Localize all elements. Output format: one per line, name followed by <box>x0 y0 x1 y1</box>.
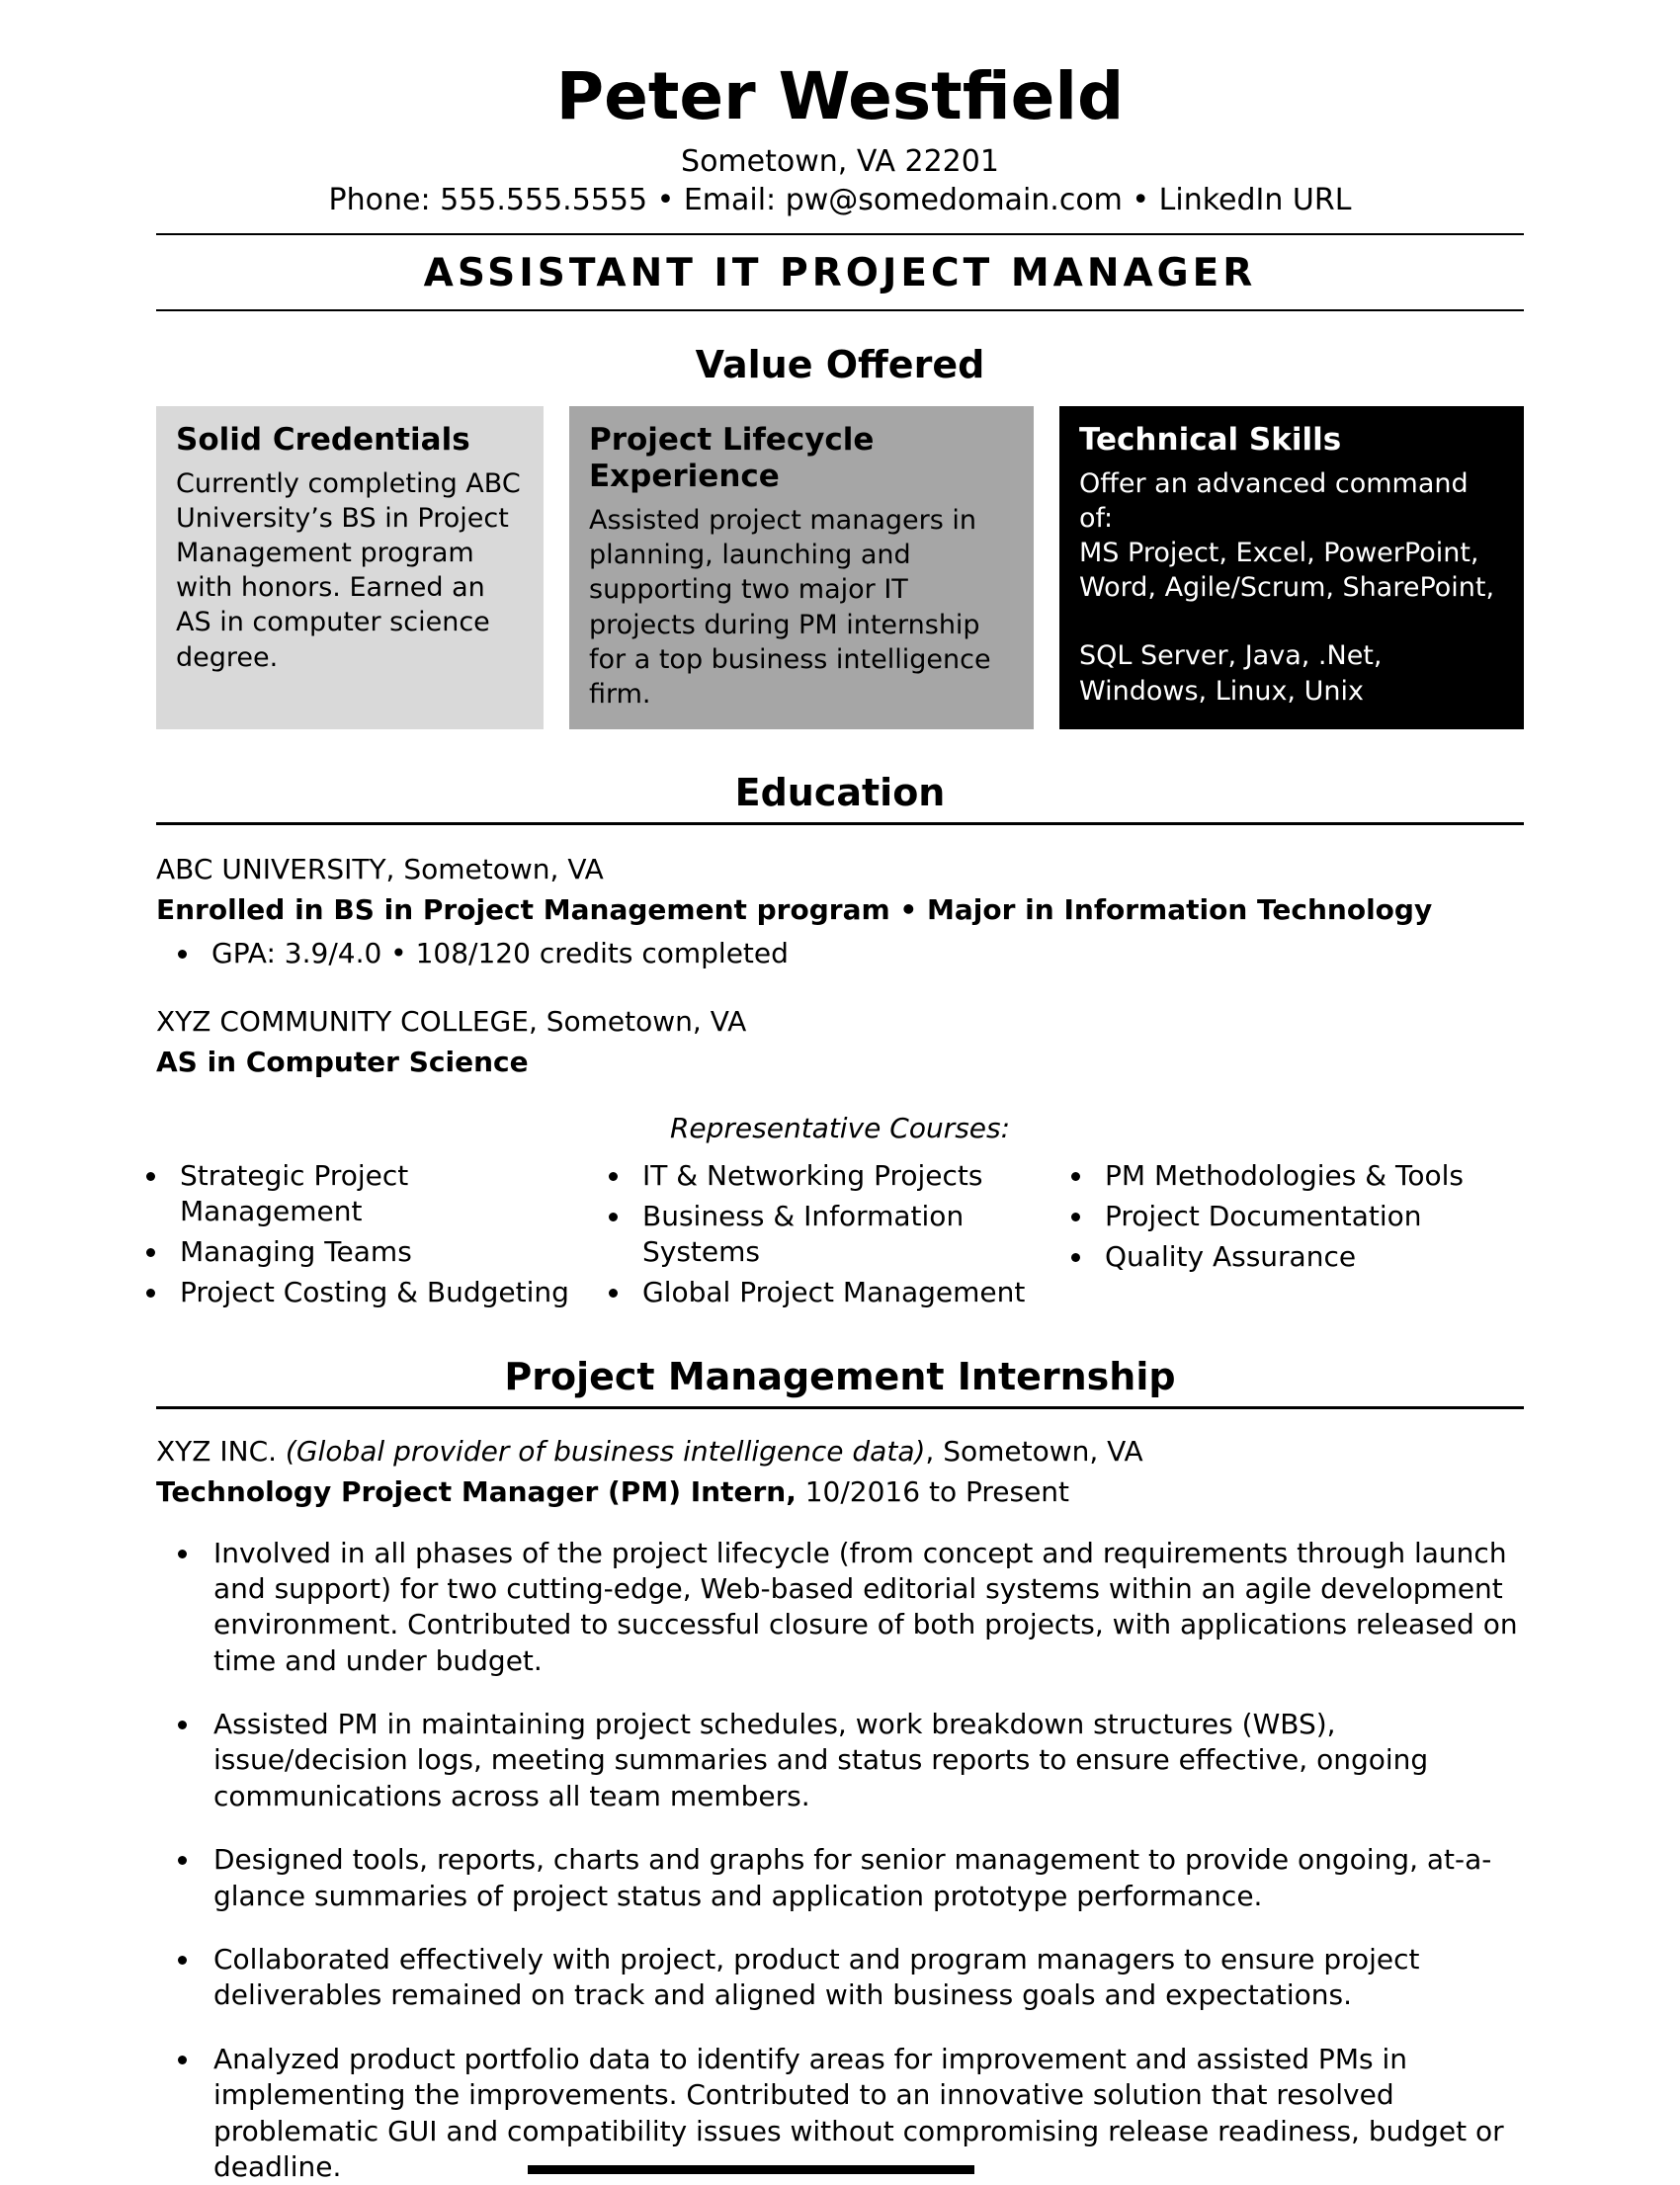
role-dates: 10/2016 to Present <box>796 1474 1070 1508</box>
course-item: • PM Methodologies & Tools <box>1095 1158 1524 1194</box>
university-details <box>156 936 1524 971</box>
course-item: • Global Project Management <box>632 1275 1061 1310</box>
college-degree: AS in Computer Science <box>156 1046 529 1079</box>
university-name: ABC UNIVERSITY, Sometown, VA <box>156 852 604 885</box>
credentials-box <box>156 406 544 729</box>
role-line <box>156 1475 1524 1508</box>
technical-skills-intro: Offer an advanced command of: <box>1079 468 1469 535</box>
course-column-2 <box>599 1158 1061 1314</box>
value-offered-heading: Value Offered <box>695 342 985 386</box>
course-item: • Strategic Project Management <box>170 1158 599 1229</box>
credentials-box-body: Currently completing ABC University’s BS in Project Management program with honors. Earned an AS in computer science degree. <box>176 468 521 673</box>
education-heading: Education <box>156 771 1524 825</box>
resume-title: ASSISTANT IT PROJECT MANAGER <box>423 250 1257 295</box>
internship-bullet: • Analyzed product portfolio data to identify areas for improvement and assisted PMs in implementing the improvements. Contributed to an innovative solution that resolved problematic GUI and compatibility issues without compromising release readiness, budget or deadline. <box>202 2042 1524 2185</box>
contact-line: Phone: 555.555.5555 • Email: pw@somedomain.com • LinkedIn URL <box>328 182 1352 217</box>
internship-bullet: • Assisted PM in maintaining project schedules, work breakdown structures (WBS), issue/decision logs, meeting summaries and status reports to ensure effective, ongoing communications across all team members. <box>202 1707 1524 1814</box>
courses-columns <box>156 1158 1524 1314</box>
university-degree: Enrolled in BS in Project Management program • Major in Information Technology <box>156 892 1433 926</box>
internship-bullet: • Collaborated effectively with project, product and program managers to ensure project deliverables remained on track and aligned with business goals and expectations. <box>202 1942 1524 2014</box>
role-title: Technology Project Manager (PM) Intern, <box>156 1474 797 1508</box>
course-item: • IT & Networking Projects <box>632 1158 1061 1194</box>
internship-heading: Project Management Internship <box>156 1355 1524 1409</box>
lifecycle-box-body: Assisted project managers in planning, launching and supporting two major IT projects during PM internship for a top business intelligence firm. <box>589 505 991 710</box>
lifecycle-box-title: Project Lifecycle Experience <box>589 421 875 495</box>
candidate-location: Sometown, VA 22201 <box>681 143 999 179</box>
course-item: • Project Documentation <box>1095 1199 1524 1234</box>
header-divider-top <box>156 233 1524 235</box>
company-line <box>156 1435 1524 1468</box>
courses-label: Representative Courses: <box>669 1112 1011 1145</box>
company-location: , Sometown, VA <box>925 1434 1143 1468</box>
credentials-box-title: Solid Credentials <box>176 421 470 458</box>
company-description: (Global provider of business intelligence data) <box>285 1434 926 1468</box>
value-offered-section <box>156 343 1524 729</box>
value-offered-boxes <box>156 406 1524 729</box>
internship-section <box>156 1355 1524 2185</box>
internship-bullets <box>156 1536 1524 2185</box>
technical-skills-box-title: Technical Skills <box>1079 421 1342 458</box>
internship-bullet: • Involved in all phases of the project lifecycle (from concept and requirements through launch and support) for two cutting-edge, Web-based editorial systems within an agile development environment. Contributed to successful closure of both projects, with applications released on time and under budget. <box>202 1536 1524 1680</box>
college-name: XYZ COMMUNITY COLLEGE, Sometown, VA <box>156 1005 747 1039</box>
course-column-3 <box>1061 1158 1524 1314</box>
lifecycle-box <box>569 406 1034 729</box>
internship-bullet: • Designed tools, reports, charts and graphs for senior management to provide ongoing, at-a-glance summaries of project status and application prototype performance. <box>202 1842 1524 1914</box>
course-item: • Business & Information Systems <box>632 1199 1061 1270</box>
technical-skills-line2: SQL Server, Java, .Net, Windows, Linux, Unix <box>1079 640 1383 707</box>
header-divider-bottom <box>156 309 1524 311</box>
technical-skills-line1: MS Project, Excel, PowerPoint, Word, Agile/Scrum, SharePoint, <box>1079 538 1495 604</box>
cut-off-next-section-bar <box>528 2165 974 2174</box>
course-column-1 <box>156 1158 599 1314</box>
course-item: • Quality Assurance <box>1095 1239 1524 1275</box>
course-item: • Project Costing & Budgeting <box>170 1275 599 1310</box>
candidate-name: Peter Westfield <box>555 58 1125 134</box>
company-name: XYZ INC. <box>156 1434 286 1468</box>
resume-header <box>156 59 1524 217</box>
course-item: • Managing Teams <box>170 1234 599 1270</box>
technical-skills-box <box>1059 406 1524 729</box>
gpa-bullet: • GPA: 3.9/4.0 • 108/120 credits completed <box>202 936 1524 971</box>
education-section <box>156 771 1524 1315</box>
